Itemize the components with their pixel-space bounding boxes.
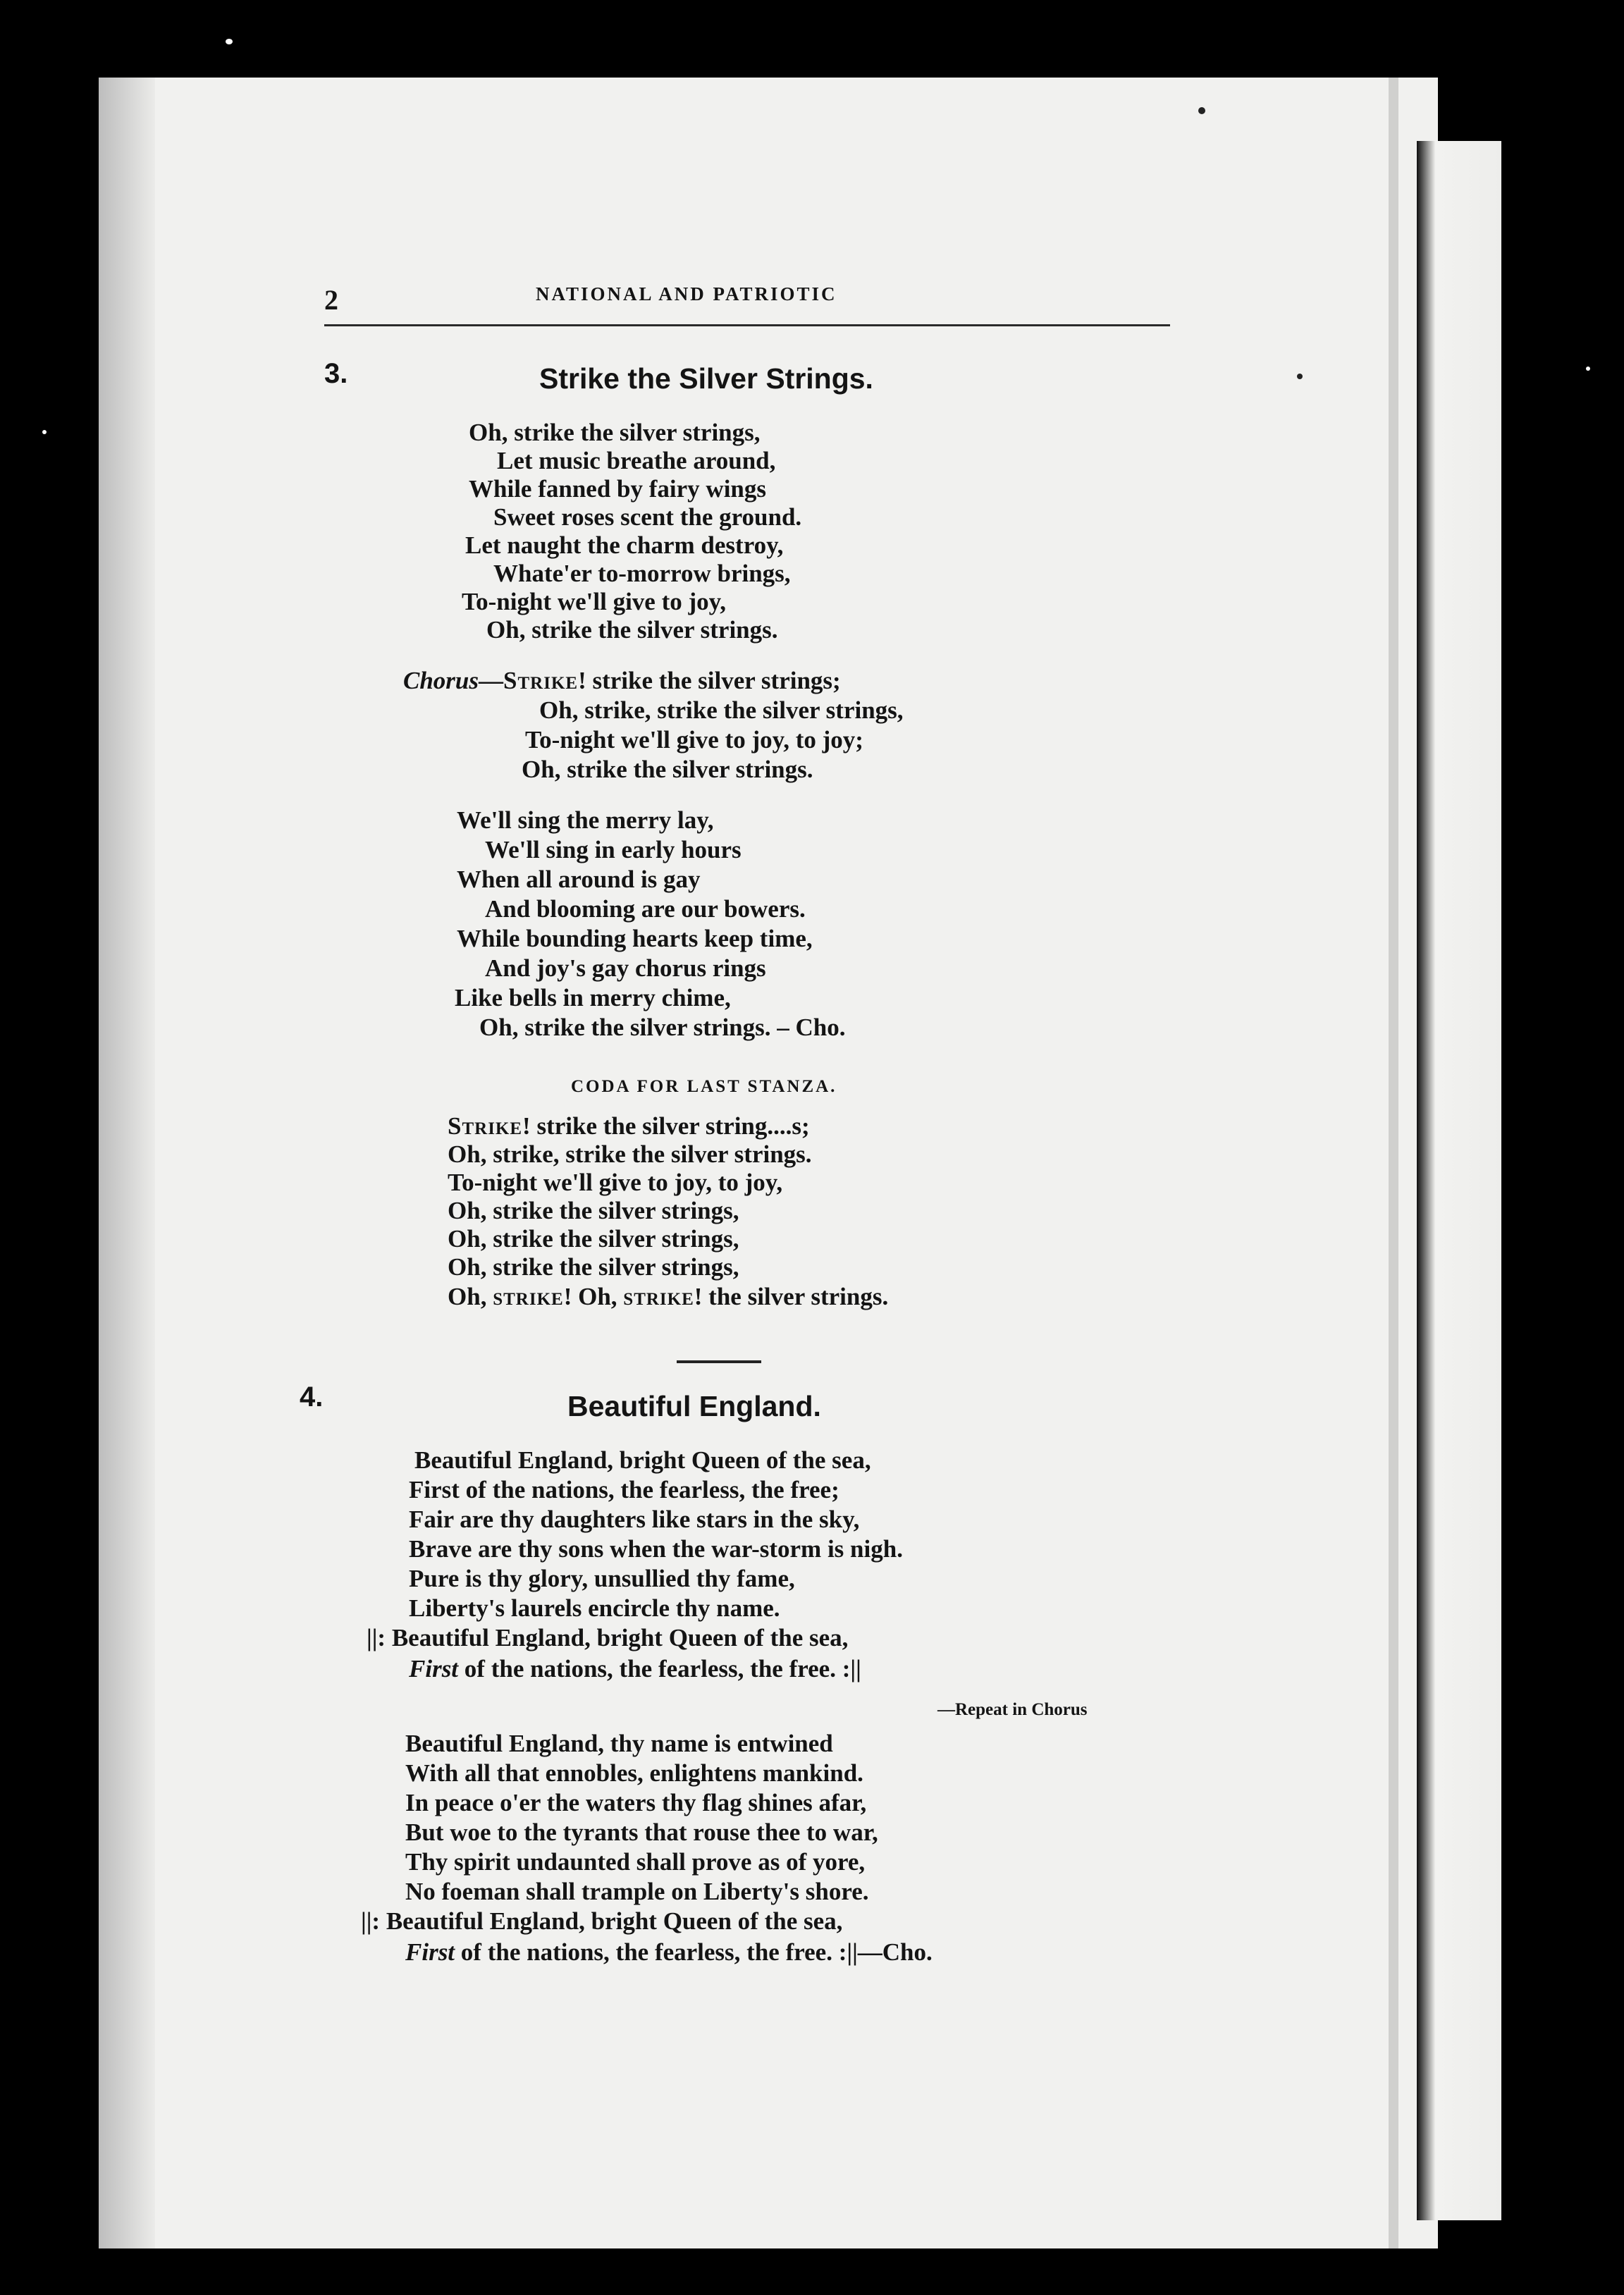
coda-line: To-night we'll give to joy, to joy, xyxy=(448,1169,783,1196)
chorus-line: To-night we'll give to joy, to joy; xyxy=(525,726,863,753)
coda-line: Oh, strike! Oh, strike! the silver strings. xyxy=(448,1283,889,1310)
page-edge-shadow xyxy=(99,78,155,2248)
verse-line: With all that ennobles, enlightens mankind. xyxy=(405,1759,863,1787)
ink-speck xyxy=(1198,107,1205,114)
verse-line: First of the nations, the fearless, the free; xyxy=(409,1476,839,1503)
verse-line: Fair are thy daughters like stars in the sky, xyxy=(409,1506,860,1533)
header-rule xyxy=(324,324,1170,326)
repeat-close-mark: :||—Cho. xyxy=(838,1938,933,1966)
verse-line: Pure is thy glory, unsullied thy fame, xyxy=(409,1565,795,1592)
chorus-line: Oh, strike the silver strings. xyxy=(522,756,813,783)
repeat-line: First of the nations, the fearless, the free. :||—Cho. xyxy=(405,1938,933,1966)
coda-line: Oh, strike the silver strings, xyxy=(448,1225,739,1253)
facing-page-edge xyxy=(1417,141,1501,2220)
verse-line: And joy's gay chorus rings xyxy=(485,954,766,982)
verse-line: Let naught the charm destroy, xyxy=(465,531,784,559)
scan-speck xyxy=(1586,367,1590,371)
verse-line: Let music breathe around, xyxy=(497,447,776,474)
scan-speck xyxy=(226,39,233,44)
chorus-line: Chorus—Strike! strike the silver strings; xyxy=(403,667,841,694)
verse-line: Beautiful England, thy name is entwined xyxy=(405,1730,833,1757)
verse-line: We'll sing in early hours xyxy=(485,836,742,863)
song-number: 4. xyxy=(300,1382,324,1413)
repeat-close-mark: :|| xyxy=(842,1655,861,1682)
verse-line: Like bells in merry chime, xyxy=(455,984,731,1011)
coda-heading: CODA FOR LAST STANZA. xyxy=(571,1077,837,1096)
repeat-line: First of the nations, the fearless, the free. :|| xyxy=(409,1655,861,1682)
verse-line: Brave are thy sons when the war-storm is nigh. xyxy=(409,1535,903,1563)
chorus-label: Chorus xyxy=(403,667,479,694)
repeat-note: —Repeat in Chorus xyxy=(937,1700,1088,1719)
coda-line: Oh, strike, strike the silver strings. xyxy=(448,1140,812,1168)
song-title: Strike the Silver Strings. xyxy=(539,362,873,395)
repeat-open-mark: ||: xyxy=(367,1624,386,1651)
page-number: 2 xyxy=(324,284,338,316)
verse-line: And blooming are our bowers. xyxy=(485,895,806,923)
repeat-line: ||: Beautiful England, bright Queen of the sea, xyxy=(367,1624,849,1651)
verse-line: When all around is gay xyxy=(457,866,701,893)
verse-line: To-night we'll give to joy, xyxy=(462,588,726,615)
ink-speck xyxy=(1297,374,1303,379)
verse-line: While fanned by fairy wings xyxy=(469,475,766,503)
verse-line: Thy spirit undaunted shall prove as of yore, xyxy=(405,1848,866,1876)
verse-line: No foeman shall trample on Liberty's shore. xyxy=(405,1878,869,1905)
chorus-line: Oh, strike, strike the silver strings, xyxy=(539,696,904,724)
verse-line: Sweet roses scent the ground. xyxy=(493,503,802,531)
repeat-open-mark: ||: xyxy=(361,1907,381,1935)
coda-line: Oh, strike the silver strings, xyxy=(448,1197,739,1224)
coda-line: Oh, strike the silver strings, xyxy=(448,1253,739,1281)
verse-line: Liberty's laurels encircle thy name. xyxy=(409,1594,780,1622)
section-divider xyxy=(677,1360,761,1363)
verse-line: In peace o'er the waters thy flag shines afar, xyxy=(405,1789,867,1816)
coda-line: Strike! strike the silver string....s; xyxy=(448,1112,810,1140)
verse-line: Beautiful England, bright Queen of the sea, xyxy=(414,1446,871,1474)
verse-line: Oh, strike the silver strings, xyxy=(469,419,761,446)
song-number: 3. xyxy=(324,358,348,389)
song-title: Beautiful England. xyxy=(567,1390,821,1422)
header-title: NATIONAL AND PATRIOTIC xyxy=(536,283,837,304)
verse-line: Whate'er to-morrow brings, xyxy=(493,560,791,587)
verse-line: But woe to the tyrants that rouse thee to war, xyxy=(405,1819,878,1846)
repeat-line: ||: Beautiful England, bright Queen of the sea, xyxy=(361,1907,843,1935)
verse-line: While bounding hearts keep time, xyxy=(457,925,813,952)
verse-line: Oh, strike the silver strings. – Cho. xyxy=(479,1014,846,1041)
verse-line: We'll sing the merry lay, xyxy=(457,806,714,834)
verse-line: Oh, strike the silver strings. xyxy=(486,616,778,644)
page-fold xyxy=(1389,78,1398,2248)
scan-speck xyxy=(42,430,47,434)
